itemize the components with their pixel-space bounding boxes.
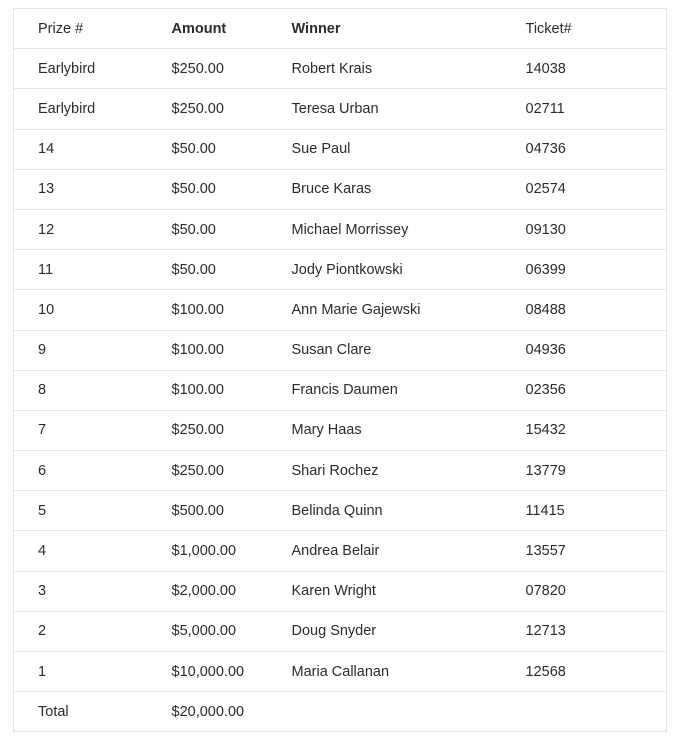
cell-winner: Robert Krais xyxy=(268,49,502,89)
total-label: Total xyxy=(14,692,148,732)
table-row xyxy=(14,209,667,249)
cell-winner: Shari Rochez xyxy=(268,451,502,491)
cell-winner: Doug Snyder xyxy=(268,611,502,651)
cell-amount: $250.00 xyxy=(148,410,268,450)
cell-prize-number: 5 xyxy=(14,491,148,531)
table-header-row xyxy=(14,9,667,49)
cell-winner: Maria Callanan xyxy=(268,652,502,692)
cell-ticket-number: 13557 xyxy=(502,531,667,571)
table-row xyxy=(14,611,667,651)
cell-ticket-number: 06399 xyxy=(502,250,667,290)
table-row xyxy=(14,571,667,611)
cell-winner: Karen Wright xyxy=(268,571,502,611)
cell-prize-number: Earlybird xyxy=(14,89,148,129)
cell-amount: $1,000.00 xyxy=(148,531,268,571)
header-prize-number: Prize # xyxy=(14,9,148,49)
cell-amount: $2,000.00 xyxy=(148,571,268,611)
cell-ticket-number: 07820 xyxy=(502,571,667,611)
total-ticket-empty xyxy=(502,692,667,732)
cell-winner: Teresa Urban xyxy=(268,89,502,129)
cell-ticket-number: 15432 xyxy=(502,410,667,450)
cell-prize-number: 12 xyxy=(14,209,148,249)
table-row xyxy=(14,129,667,169)
cell-prize-number: 6 xyxy=(14,451,148,491)
prize-winners-table-container xyxy=(13,8,666,732)
cell-amount: $50.00 xyxy=(148,169,268,209)
cell-ticket-number: 04736 xyxy=(502,129,667,169)
cell-amount: $100.00 xyxy=(148,290,268,330)
table-body xyxy=(14,49,667,732)
header-winner: Winner xyxy=(268,9,502,49)
cell-prize-number: 8 xyxy=(14,370,148,410)
header-amount: Amount xyxy=(148,9,268,49)
cell-prize-number: Earlybird xyxy=(14,49,148,89)
cell-winner: Susan Clare xyxy=(268,330,502,370)
cell-amount: $100.00 xyxy=(148,370,268,410)
cell-ticket-number: 12568 xyxy=(502,652,667,692)
cell-winner: Michael Morrissey xyxy=(268,209,502,249)
cell-ticket-number: 12713 xyxy=(502,611,667,651)
cell-amount: $50.00 xyxy=(148,250,268,290)
cell-amount: $50.00 xyxy=(148,129,268,169)
cell-ticket-number: 13779 xyxy=(502,451,667,491)
cell-prize-number: 9 xyxy=(14,330,148,370)
header-ticket-number: Ticket# xyxy=(502,9,667,49)
cell-winner: Mary Haas xyxy=(268,410,502,450)
cell-ticket-number: 14038 xyxy=(502,49,667,89)
table-row xyxy=(14,531,667,571)
cell-amount: $100.00 xyxy=(148,330,268,370)
cell-winner: Francis Daumen xyxy=(268,370,502,410)
table-row xyxy=(14,451,667,491)
table-row xyxy=(14,370,667,410)
cell-ticket-number: 04936 xyxy=(502,330,667,370)
cell-ticket-number: 09130 xyxy=(502,209,667,249)
prize-winners-table xyxy=(13,8,667,732)
table-row xyxy=(14,330,667,370)
cell-prize-number: 4 xyxy=(14,531,148,571)
cell-amount: $500.00 xyxy=(148,491,268,531)
cell-amount: $50.00 xyxy=(148,209,268,249)
cell-amount: $5,000.00 xyxy=(148,611,268,651)
total-winner-empty xyxy=(268,692,502,732)
cell-ticket-number: 08488 xyxy=(502,290,667,330)
cell-amount: $250.00 xyxy=(148,89,268,129)
cell-winner: Belinda Quinn xyxy=(268,491,502,531)
cell-ticket-number: 02711 xyxy=(502,89,667,129)
cell-winner: Sue Paul xyxy=(268,129,502,169)
cell-prize-number: 2 xyxy=(14,611,148,651)
table-row xyxy=(14,652,667,692)
cell-winner: Ann Marie Gajewski xyxy=(268,290,502,330)
cell-amount: $250.00 xyxy=(148,451,268,491)
cell-prize-number: 13 xyxy=(14,169,148,209)
table-row xyxy=(14,410,667,450)
table-row xyxy=(14,49,667,89)
cell-amount: $250.00 xyxy=(148,49,268,89)
cell-ticket-number: 11415 xyxy=(502,491,667,531)
table-row xyxy=(14,250,667,290)
cell-ticket-number: 02574 xyxy=(502,169,667,209)
table-row xyxy=(14,290,667,330)
cell-ticket-number: 02356 xyxy=(502,370,667,410)
cell-winner: Jody Piontkowski xyxy=(268,250,502,290)
cell-prize-number: 10 xyxy=(14,290,148,330)
cell-prize-number: 14 xyxy=(14,129,148,169)
total-amount: $20,000.00 xyxy=(148,692,268,732)
table-row xyxy=(14,491,667,531)
table-row xyxy=(14,89,667,129)
cell-prize-number: 3 xyxy=(14,571,148,611)
cell-winner: Bruce Karas xyxy=(268,169,502,209)
cell-amount: $10,000.00 xyxy=(148,652,268,692)
cell-prize-number: 1 xyxy=(14,652,148,692)
cell-winner: Andrea Belair xyxy=(268,531,502,571)
table-total-row xyxy=(14,692,667,732)
cell-prize-number: 11 xyxy=(14,250,148,290)
table-row xyxy=(14,169,667,209)
cell-prize-number: 7 xyxy=(14,410,148,450)
